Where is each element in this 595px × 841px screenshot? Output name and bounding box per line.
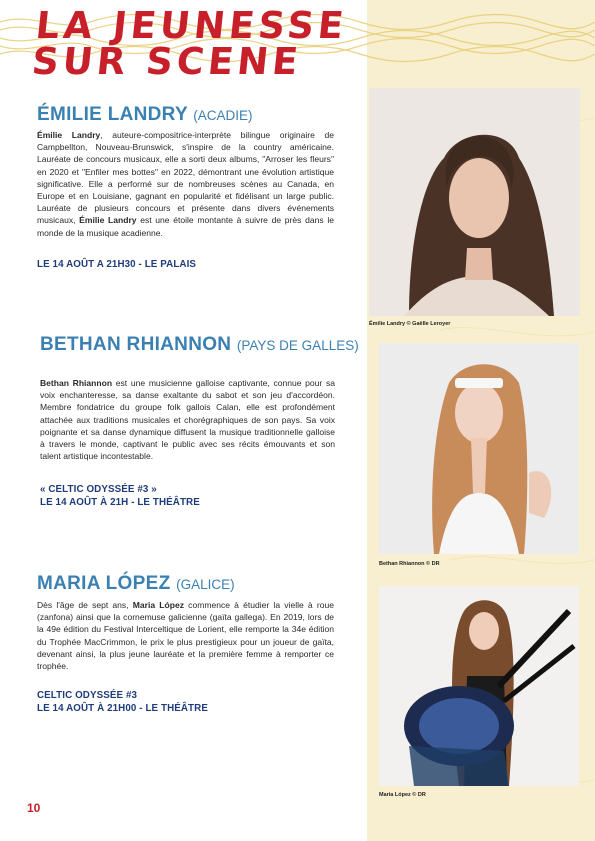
artist-name-emilie-landry <box>37 104 253 126</box>
event-info-maria-lopez <box>37 689 208 715</box>
artist-origin: (PAYS DE GALLES) <box>236 338 359 353</box>
event-line: LE 14 AOÛT À 21H00 - LE THÉÂTRE <box>37 703 208 715</box>
artist-origin: (GALICE) <box>176 577 235 592</box>
artist-name-text: BETHAN RHIANNON <box>40 334 232 355</box>
artist-name-text: MARIA LÓPEZ <box>37 573 171 594</box>
artist-origin: (ACADIE) <box>193 108 253 123</box>
page-number: 10 <box>27 801 41 815</box>
bio-name-bold: Maria López <box>132 600 184 610</box>
event-line: CELTIC ODYSSÉE #3 <box>37 690 138 701</box>
bio-name-bold: Bethan Rhiannon <box>40 378 113 388</box>
portrait-image <box>379 586 579 786</box>
artist-name-bethan-rhiannon <box>40 334 359 356</box>
portrait-image <box>379 343 579 554</box>
bio-name-bold: Émilie Landry <box>37 130 101 140</box>
title-line-2: SUR SCENE <box>29 40 304 83</box>
bio-text: est une musicienne galloise captivante, connue pour sa voix enchanteresse, sa danse exaltante du sabot et son jeu d'accordéon. Membre fondatrice du groupe folk gallois Calan, elle est profondément attachée aux traditions musicales et chorégraphiques de son pays. Sa voix poignante et sa danse dynamique diffusent la musique traditionnelle galloise à travers le monde, captivant le public avec ses récits émouvants et son talent artistique incontestable. <box>40 378 336 462</box>
photo-bethan-rhiannon <box>379 343 579 554</box>
bio-text: commence à étudier la vielle à roue (zanfona) ainsi que la cornemuse galicienne (gaïta gallega). En 2019, lors de la 49e édition du Festival Interceltique de Lorient, elle remporte la 34e édition du Trophée MacCrimmon, le prix le plus prestigieux pour un joueur de gaïta, devenant ainsi, la plus jeune lauréate et la première femme à remporter ce trophée. <box>37 600 334 672</box>
event-line: LE 14 AOÛT À 21H - LE THÉÂTRE <box>40 497 200 509</box>
event-line: « CELTIC ODYSSÉE #3 » <box>40 484 157 495</box>
bio-text: est une étoile montante à suivre de près dans le monde de la musique acadienne. <box>37 215 334 238</box>
title-line-1: LA JEUNESSE <box>33 4 350 47</box>
bio-text: , auteure-compositrice-interprète bilingue originaire de Campbellton, Nouveau-Brunswick, s'inspire de la country américaine. Lauréate de concours musicaux, elle a sorti deux albums, "Arroser les fleurs" en 2020 et "Enfiler mes bottes" en 2022, démontrant une évolution artistique significative. Elle a performé sur de nombreuses scènes au Canada, en Europe et en Louisiane, gagnant en popularité et fidélisant un large public. Lauréate de plusieurs concours et présente dans divers événements musicaux, <box>37 130 334 226</box>
photo-caption: Émilie Landry © Gaëlle Leroyer <box>369 321 451 327</box>
event-info-emilie-landry <box>37 258 196 271</box>
artist-bio-maria-lopez <box>37 599 334 672</box>
event-line: LE 14 AOÛT A 21H30 - LE PALAIS <box>37 259 197 270</box>
artist-bio-bethan-rhiannon <box>40 377 335 462</box>
photo-emilie-landry <box>369 88 580 316</box>
photo-caption: Maria López © DR <box>379 792 426 798</box>
artist-name-text: ÉMILIE LANDRY <box>37 104 188 125</box>
event-info-bethan-rhiannon <box>40 483 200 509</box>
portrait-image <box>369 88 580 316</box>
bio-text: Dès l'âge de sept ans, <box>37 600 133 610</box>
photo-caption: Bethan Rhiannon © DR <box>379 561 440 567</box>
artist-name-maria-lopez <box>37 573 235 595</box>
bio-name-bold: Émilie Landry <box>79 215 137 226</box>
artist-bio-emilie-landry <box>37 129 334 239</box>
photo-maria-lopez <box>379 586 579 786</box>
page-title <box>29 4 350 83</box>
